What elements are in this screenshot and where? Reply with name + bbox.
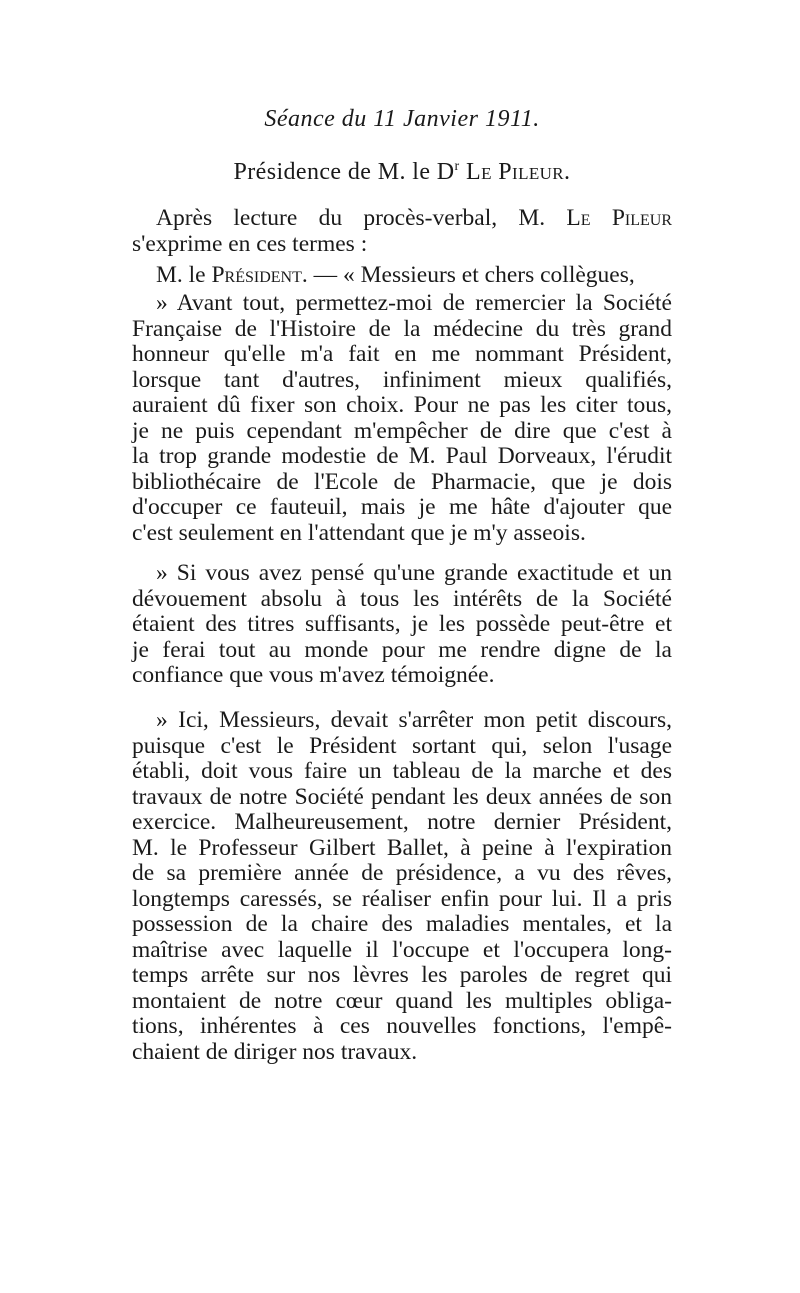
paragraph-line: établi, doit vous faire un tableau de la marche et des (132, 758, 672, 784)
session-title (132, 104, 672, 134)
paragraph-line: M. le Professeur Gilbert Ballet, à peine à l'expiration (132, 834, 672, 861)
paragraph-line: travaux de notre Société pendant les deux années de son (132, 783, 672, 810)
paragraph-line: confiance que vous m'avez témoignée. (132, 662, 495, 688)
paragraph-line: tions, inhérentes à ces nouvelles fonctions, l'empê- (132, 1013, 672, 1039)
paragraph-line: je ferai tout au monde pour me rendre digne de la (132, 636, 672, 663)
paragraph-line: puisque c'est le Président sortant qui, selon l'usage (132, 732, 672, 759)
paragraph-second (132, 561, 672, 689)
paragraph-line: possession de la chaire des maladies mentales, et la (132, 911, 672, 937)
session-day: 11 (373, 106, 397, 132)
address-title: Président (211, 262, 302, 288)
presidency-suffix: . (564, 159, 571, 185)
paragraph-line: maîtrise avec laquelle il l'occupe et l'occupera long- (132, 936, 672, 963)
paragraph-line: d'occuper ce fauteuil, mais je me hâte d'ajouter que (132, 494, 672, 520)
president-name: Le Pileur (459, 159, 565, 185)
paragraph-line: je ne puis cependant m'empêcher de dire que c'est à (132, 417, 672, 444)
intro-line-1 (132, 206, 672, 232)
presidency-prefix: Présidence de M. le D (233, 159, 455, 185)
session-year: 1911 (484, 106, 534, 132)
paragraph-line: » Ici, Messieurs, devait s'arrêter mon petit discours, (156, 707, 672, 733)
paragraph-line: » Si vous avez pensé qu'une grande exactitude et un (156, 560, 672, 586)
paragraph-line: auraient dû fixer son choix. Pour ne pas les citer tous, (132, 392, 672, 418)
paragraph-line: c'est seulement en l'attendant que je m'y asseois. (132, 519, 586, 546)
paragraph-line: » Avant tout, permettez-moi de remercier la Société (156, 290, 672, 316)
paragraph-line: honneur qu'elle m'a fait en me nommant Président, (132, 341, 672, 367)
paragraph-line: exercice. Malheureusement, notre dernier Président, (132, 809, 672, 835)
paragraph-line: Française de l'Histoire de la médecine du très grand (132, 315, 672, 342)
address-text: . — « Messieurs et chers collègues, (301, 262, 635, 288)
paragraph-first (132, 291, 672, 546)
session-prefix: Séance du (264, 106, 374, 132)
intro-paragraph (132, 206, 672, 257)
paragraph-line: dévouement absolu à tous les intérêts de la Société (132, 585, 672, 612)
address-prefix: M. le (156, 262, 212, 288)
session-month: Janvier (396, 106, 485, 132)
paragraph-line: la trop grande modestie de M. Paul Dorveaux, l'érudit (132, 443, 672, 469)
intro-line-2: s'exprime en ces termes : (132, 230, 368, 257)
paragraph-line: bibliothécaire de l'Ecole de Pharmacie, que je dois (132, 468, 672, 495)
address-opening-line (132, 263, 672, 289)
paragraph-line: montaient de notre cœur quand les multiples obliga- (132, 987, 672, 1014)
session-suffix: . (533, 106, 540, 132)
paragraph-line: de sa première année de présidence, a vu des rêves, (132, 860, 672, 886)
address-opening (132, 263, 672, 289)
paragraph-line: temps arrête sur nos lèvres les paroles de regret qui (132, 962, 672, 988)
presidency-line (132, 157, 672, 187)
paragraph-line: chaient de diriger nos travaux. (132, 1038, 418, 1065)
paragraph-third (132, 708, 672, 1065)
intro-line-1-text: Après lecture du procès-verbal, M. (156, 205, 567, 231)
paragraph-line: longtemps caressés, se réaliser enfin pour lui. Il a pris (132, 885, 672, 912)
paragraph-line: lorsque tant d'autres, infiniment mieux qualifiés, (132, 366, 672, 393)
presidency-sup: r (454, 159, 460, 174)
intro-name: Le Pileur (566, 205, 672, 231)
paragraph-line: étaient des titres suffisants, je les possède peut-être et (132, 611, 672, 637)
